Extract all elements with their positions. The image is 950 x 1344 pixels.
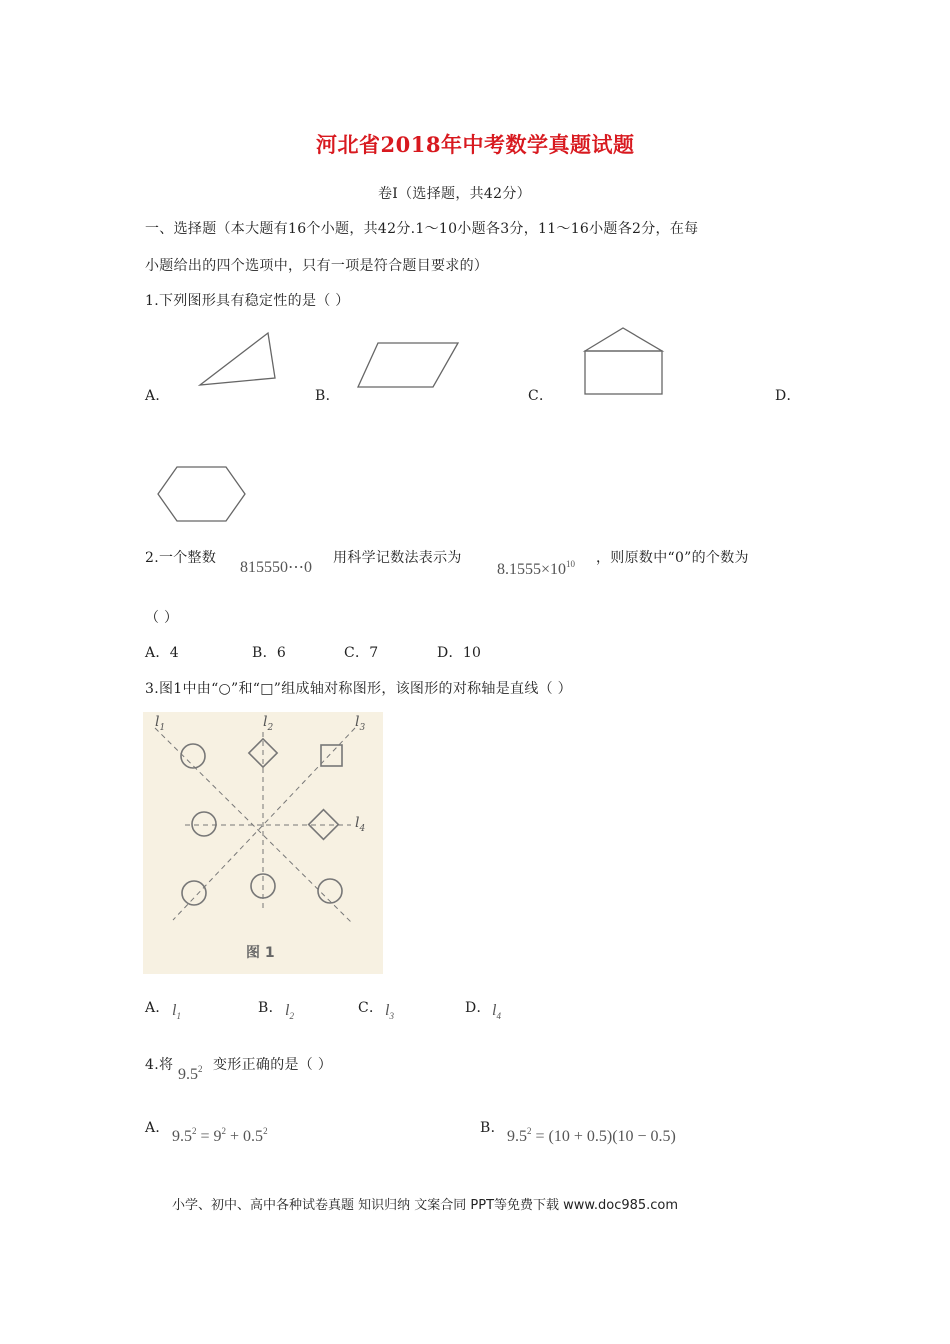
question-3-text: 3.图1中由“○”和“□”组成轴对称图形，该图形的对称轴是直线（ ） [145,681,572,697]
circle-bottom-left [182,881,206,905]
q2-number: 815550⋯0 [240,559,312,576]
q2-option-d: D．10 [437,645,482,661]
footer-text: 小学、初中、高中各种试卷真题 知识归纳 文案合同 PPT等免费下载 www.doc985.com [172,1198,679,1213]
q3-option-c-label: C． [358,1000,384,1016]
q2-option-c: C．7 [344,645,379,661]
square-top-right [321,745,342,766]
circle-top-left [181,744,205,768]
section-header: 卷Ⅰ（选择题，共42分） [378,186,531,202]
instructions-line-1: 一、选择题（本大题有16个小题，共42分.1～10小题各3分，11～16小题各2分，在每 [145,221,699,237]
q3-option-a-value: $l_1$ [172,1002,181,1021]
figure-label-l1: $l_1$ [155,714,166,733]
axis-l3 [173,728,355,920]
question-1-text: 1.下列图形具有稳定性的是（ ） [145,293,350,309]
q4-option-a-expression: $9.5^2 = 9^2 + 0.5^2$ [172,1126,268,1145]
q2-sci-base: 8.1555×10 [497,561,567,578]
q4-option-b-expression: $9.5^2 = (10 + 0.5)(10 - 0.5)$ [507,1126,676,1145]
question-2-middle: 用科学记数法表示为 [333,550,462,566]
q1-option-d-hexagon [155,465,250,527]
q3-option-d-value: $l_4$ [492,1002,501,1021]
figure-caption: 图 1 [246,945,275,961]
question-2-blank: （ ） [145,610,179,626]
figure-1 [143,712,383,974]
q3-option-d-label: D． [465,1000,491,1016]
q4-option-b-label: B． [480,1120,505,1136]
q1-option-c-house-shape [583,325,668,397]
figure-label-l4: $l_4$ [355,815,366,834]
q2-sci-exponent: 10 [566,559,576,569]
q3-option-c-value: $l_3$ [385,1002,394,1021]
circle-mid-left [192,812,216,836]
q2-scientific-notation [497,559,575,579]
figure-label-l3: $l_3$ [355,714,366,733]
circle-bottom-right [318,879,342,903]
q1-option-b-parallelogram [355,340,465,390]
instructions-line-2: 小题给出的四个选项中，只有一项是符合题目要求的） [145,258,489,274]
q4-expression: $9.5^2$ [178,1064,203,1083]
q1-option-a-triangle [195,330,285,390]
q1-option-a-label: A． [145,388,170,404]
q1-option-b-label: B． [315,388,340,404]
q3-option-a-label: A． [145,1000,170,1016]
q3-option-b-value: $l_2$ [285,1002,294,1021]
figure-label-l2: $l_2$ [263,714,274,733]
page-title: 河北省2018年中考数学真题试题 [316,132,635,157]
q4-option-a-label: A． [145,1120,170,1136]
q2-option-a: A．4 [145,645,179,661]
q2-option-b: B．6 [252,645,287,661]
figure-1-drawing [143,712,383,974]
q1-option-d-label: D． [775,388,801,404]
question-4-prefix: 4.将 [145,1057,174,1073]
question-4-suffix: 变形正确的是（ ） [213,1057,333,1073]
q1-option-c-label: C． [528,388,554,404]
question-2-prefix: 2.一个整数 [145,550,217,566]
q3-option-b-label: B． [258,1000,283,1016]
question-2-suffix: ，则原数中“0”的个数为 [596,550,749,566]
